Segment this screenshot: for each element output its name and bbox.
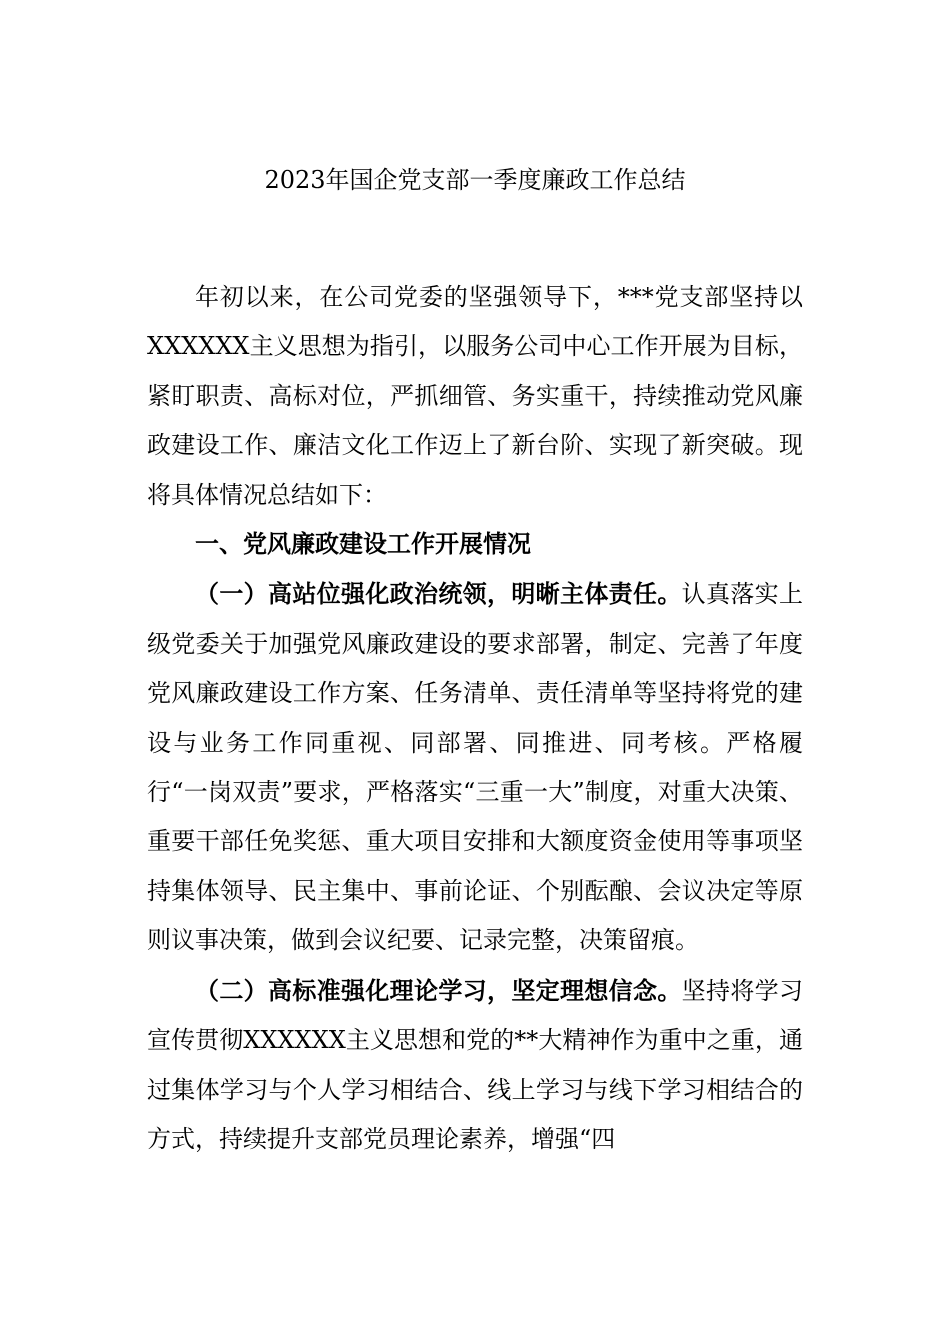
intro-paragraph: 年初以来，在公司党委的坚强领导下，***党支部坚持以XXXXXX主义思想为指引，以服务公司中心工作开展为目标，紧盯职责、高标对位，严抓细管、务实重干，持续推动党风廉政建设工作、廉洁文化工作迈上了新台阶、实现了新突破。现将具体情况总结如下： xyxy=(147,283,803,509)
document-body xyxy=(147,273,803,1164)
section-paragraph xyxy=(147,569,803,965)
paragraph-text: 认真落实上级党委关于加强党风廉政建设的要求部署，制定、完善了年度党风廉政建设工作方案、任务清单、责任清单等坚持将党的建设与业务工作同重视、同部署、同推进、同考核。严格履行“一岗双责”要求，严格落实“三重一大”制度，对重大决策、重要干部任免奖惩、重大项目安排和大额度资金使用等事项坚持集体领导、民主集中、事前论证、个别酝酿、会议决定等原则议事决策，做到会议纪要、记录完整，决策留痕。 xyxy=(147,580,804,955)
paragraph-text: 坚持将学习宣传贯彻XXXXXX主义思想和党的**大精神作为重中之重，通过集体学习与个人学习相结合、线上学习与线下学习相结合的方式，持续提升支部党员理论素养，增强“四 xyxy=(147,976,804,1153)
paragraph-lead: （一）高站位强化政治统领，明晰主体责任。 xyxy=(195,579,682,609)
document-title: 2023年国企党支部一季度廉政工作总结 xyxy=(264,166,686,194)
paragraph-lead: （二）高标准强化理论学习，坚定理想信念。 xyxy=(195,975,682,1005)
section-heading: 一、党风廉政建设工作开展情况 xyxy=(195,530,531,559)
section-paragraph xyxy=(147,966,803,1165)
